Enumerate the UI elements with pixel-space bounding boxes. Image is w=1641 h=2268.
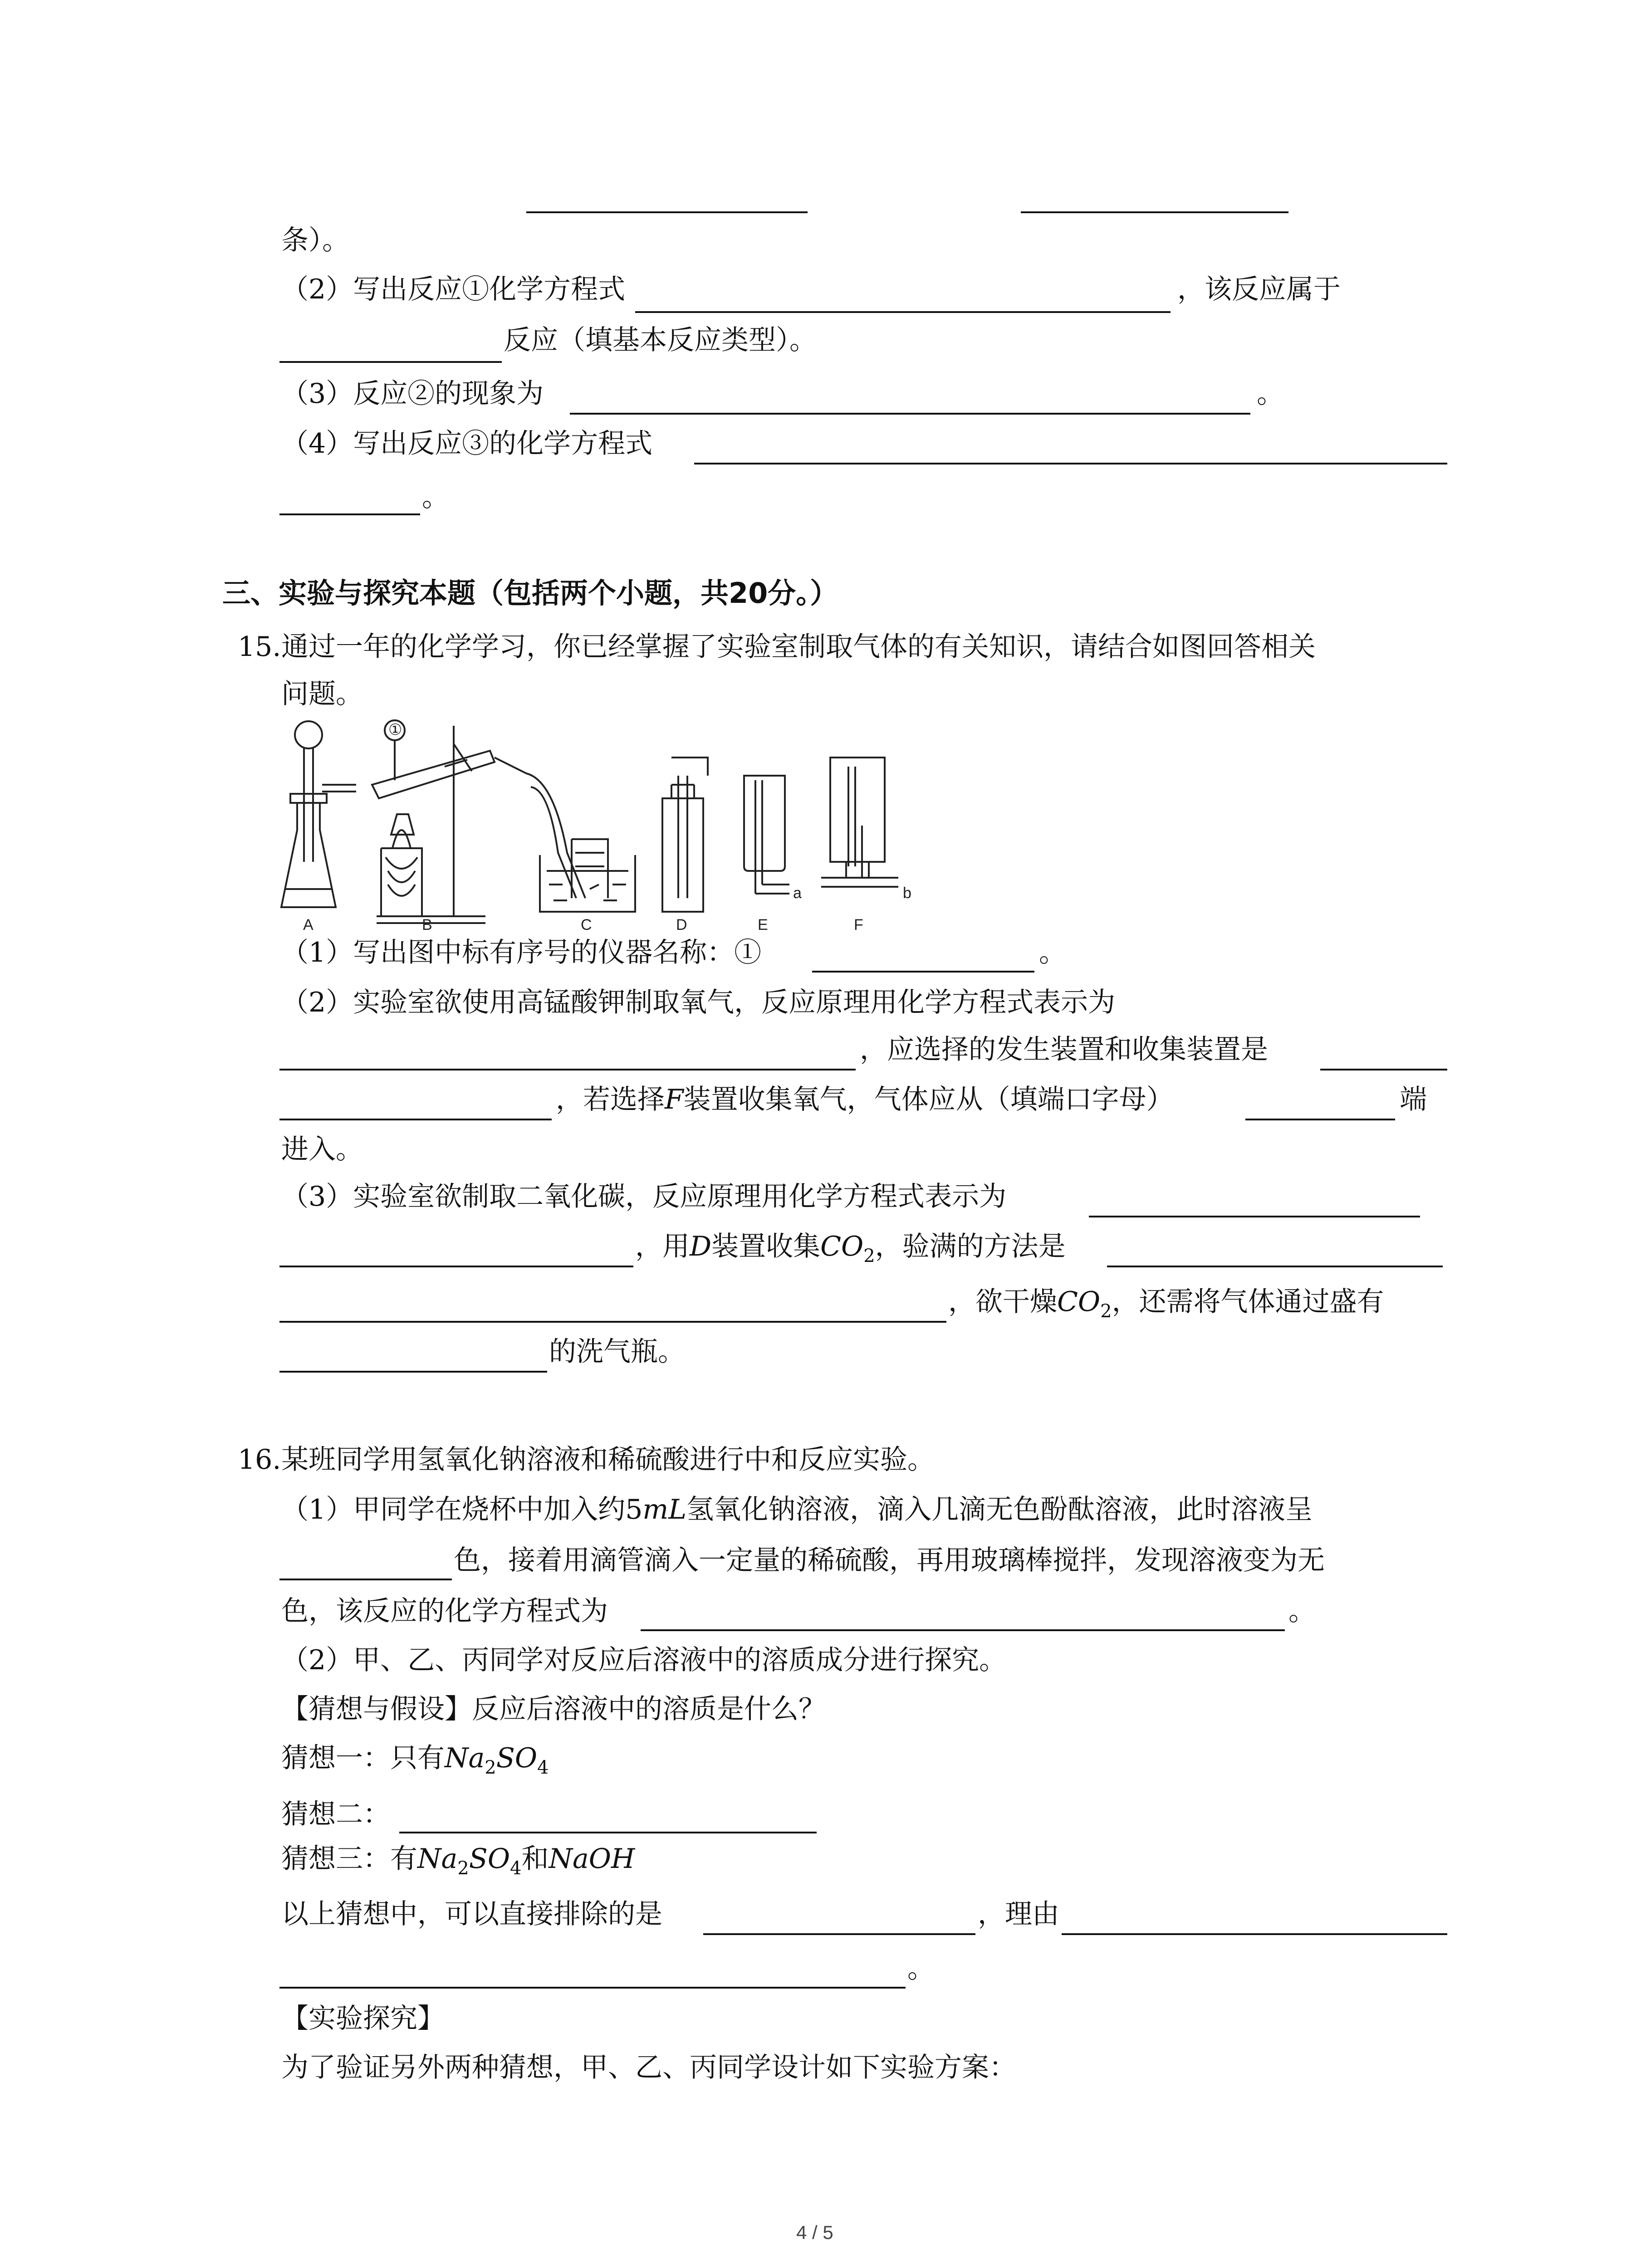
answer-blank[interactable] bbox=[279, 1321, 946, 1323]
answer-blank[interactable] bbox=[1062, 1933, 1447, 1935]
text-line: 猜想二： bbox=[281, 1799, 390, 1830]
answer-blank[interactable] bbox=[279, 1266, 633, 1267]
text-line: 端 bbox=[1400, 1084, 1427, 1115]
text-line: 通过一年的化学学习，你已经掌握了实验室制取气体的有关知识，请结合如图回答相关 bbox=[281, 631, 1316, 663]
answer-blank[interactable] bbox=[279, 513, 420, 515]
formula: CO bbox=[1057, 1286, 1101, 1318]
answer-blank[interactable] bbox=[703, 1933, 975, 1935]
formula: Na bbox=[417, 1843, 458, 1875]
question-number: 16. bbox=[238, 1444, 281, 1476]
answer-blank[interactable] bbox=[526, 211, 808, 213]
text-line: 色，该反应的化学方程式为 bbox=[281, 1595, 608, 1627]
formula: CO bbox=[820, 1231, 864, 1262]
answer-blank[interactable] bbox=[635, 311, 1171, 313]
answer-blank[interactable] bbox=[279, 1069, 856, 1070]
answer-blank[interactable] bbox=[399, 1832, 817, 1833]
text-line: 【实验探究】 bbox=[281, 2003, 445, 2034]
text-line bbox=[281, 1491, 1313, 1528]
answer-blank[interactable] bbox=[279, 1371, 547, 1373]
formula: SO bbox=[496, 1742, 538, 1774]
text-span: （1）甲同学在烧杯中加入约 bbox=[281, 1494, 626, 1525]
text-line: 。 bbox=[1257, 378, 1284, 410]
answer-blank[interactable] bbox=[1245, 1119, 1395, 1120]
text-span: 和 bbox=[521, 1843, 549, 1875]
answer-blank[interactable] bbox=[1107, 1266, 1443, 1267]
text-line: 问题。 bbox=[281, 678, 363, 710]
quantity: 5 bbox=[625, 1494, 643, 1525]
formula: NaOH bbox=[549, 1843, 635, 1875]
text-span: 氢氧化钠溶液，滴入几滴无色酚酞溶液，此时溶液呈 bbox=[686, 1494, 1313, 1525]
text-line bbox=[281, 1740, 549, 1776]
port-label-a: a bbox=[793, 885, 802, 902]
figure-marker: ① bbox=[388, 721, 402, 738]
text-line: （2）甲、乙、丙同学对反应后溶液中的溶质成分进行探究。 bbox=[281, 1644, 1007, 1676]
text-line: 某班同学用氢氧化钠溶液和稀硫酸进行中和反应实验。 bbox=[281, 1444, 935, 1476]
answer-blank[interactable] bbox=[279, 361, 502, 363]
text-line: （2）实验室欲使用高锰酸钾制取氧气，反应原理用化学方程式表示为 bbox=[281, 987, 1116, 1018]
text-span: ，用 bbox=[635, 1231, 690, 1262]
figure-label: E bbox=[758, 916, 768, 934]
answer-blank[interactable] bbox=[279, 1987, 906, 1989]
text-span: 装置收集 bbox=[711, 1231, 821, 1262]
answer-blank[interactable] bbox=[570, 413, 1250, 415]
figure-label: B bbox=[422, 916, 432, 934]
answer-blank[interactable] bbox=[1021, 211, 1288, 213]
text-span: ，验满的方法是 bbox=[875, 1231, 1066, 1262]
text-line: 反应（填基本反应类型）。 bbox=[504, 324, 817, 356]
text-line: 以上猜想中，可以直接排除的是 bbox=[281, 1898, 662, 1930]
apparatus-e bbox=[744, 776, 789, 894]
figure-label: D bbox=[676, 916, 687, 934]
text-span: ，若选择 bbox=[556, 1084, 665, 1115]
subscript: 2 bbox=[485, 1757, 496, 1778]
text-span: 猜想三：有 bbox=[281, 1843, 417, 1875]
answer-blank[interactable] bbox=[641, 1629, 1285, 1631]
formula: Na bbox=[445, 1742, 485, 1774]
answer-blank[interactable] bbox=[279, 1579, 452, 1580]
text-line: （3）反应②的现象为 bbox=[281, 378, 544, 410]
text-line bbox=[635, 1228, 1066, 1265]
answer-blank[interactable] bbox=[1089, 1216, 1420, 1217]
apparatus-a bbox=[281, 721, 356, 907]
figure-label: F bbox=[854, 916, 863, 934]
text-line: 为了验证另外两种猜想，甲、乙、丙同学设计如下实验方案： bbox=[281, 2052, 1016, 2083]
text-span: 猜想一：只有 bbox=[281, 1742, 445, 1774]
answer-blank[interactable] bbox=[279, 1119, 552, 1120]
answer-blank[interactable] bbox=[812, 971, 1034, 973]
figure-label: C bbox=[581, 916, 592, 934]
apparatus-d bbox=[662, 758, 708, 912]
answer-blank[interactable] bbox=[694, 463, 1447, 464]
text-line: ，该反应属于 bbox=[1177, 274, 1341, 305]
text-line: （4）写出反应③的化学方程式 bbox=[281, 428, 653, 459]
formula: SO bbox=[469, 1843, 510, 1875]
text-line bbox=[948, 1284, 1384, 1320]
text-line: 。 bbox=[907, 1953, 935, 1984]
text-line: 【猜想与假设】反应后溶液中的溶质是什么？ bbox=[281, 1693, 826, 1725]
text-line: 进入。 bbox=[281, 1134, 363, 1165]
variable: D bbox=[690, 1231, 712, 1262]
subscript: 4 bbox=[510, 1858, 522, 1879]
text-line: ，应选择的发生装置和收集装置是 bbox=[860, 1034, 1268, 1066]
text-span: 装置收集氧气，气体应从（填端口字母） bbox=[683, 1084, 1174, 1115]
apparatus-c bbox=[526, 773, 635, 912]
question-number: 15. bbox=[238, 631, 281, 663]
text-line: 。 bbox=[1039, 937, 1066, 968]
apparatus-b bbox=[372, 720, 526, 923]
text-line: 。 bbox=[422, 481, 449, 513]
apparatus-f bbox=[821, 758, 898, 887]
text-line: 。 bbox=[1288, 1595, 1316, 1627]
text-span: ，欲干燥 bbox=[948, 1286, 1057, 1318]
text-line: （3）实验室欲制取二氧化碳，反应原理用化学方程式表示为 bbox=[281, 1181, 1007, 1212]
subscript: 4 bbox=[537, 1757, 549, 1778]
text-line bbox=[281, 1841, 635, 1877]
port-label-b: b bbox=[903, 885, 911, 902]
subscript: 2 bbox=[457, 1858, 469, 1879]
text-line: 条）。 bbox=[281, 225, 349, 256]
answer-blank[interactable] bbox=[1320, 1069, 1447, 1070]
text-line: （1）写出图中标有序号的仪器名称：① bbox=[281, 937, 762, 968]
apparatus-figure bbox=[272, 717, 953, 934]
figure-label: A bbox=[303, 916, 314, 934]
text-line: 色，接着用滴管滴入一定量的稀硫酸，再用玻璃棒搅拌，发现溶液变为无 bbox=[454, 1545, 1325, 1576]
unit: mL bbox=[642, 1494, 687, 1525]
text-line: （2）写出反应①化学方程式 bbox=[281, 274, 626, 305]
text-line: ，理由 bbox=[978, 1898, 1059, 1930]
subscript: 2 bbox=[863, 1246, 875, 1266]
text-line bbox=[556, 1081, 1174, 1118]
subscript: 2 bbox=[1100, 1301, 1112, 1322]
text-line: 的洗气瓶。 bbox=[549, 1336, 685, 1368]
text-span: ，还需将气体通过盛有 bbox=[1112, 1286, 1384, 1318]
section-title: 三、实验与探究本题（包括两个小题，共20分。） bbox=[222, 577, 838, 610]
variable: F bbox=[665, 1084, 684, 1115]
page-number: 4 / 5 bbox=[796, 2222, 833, 2243]
